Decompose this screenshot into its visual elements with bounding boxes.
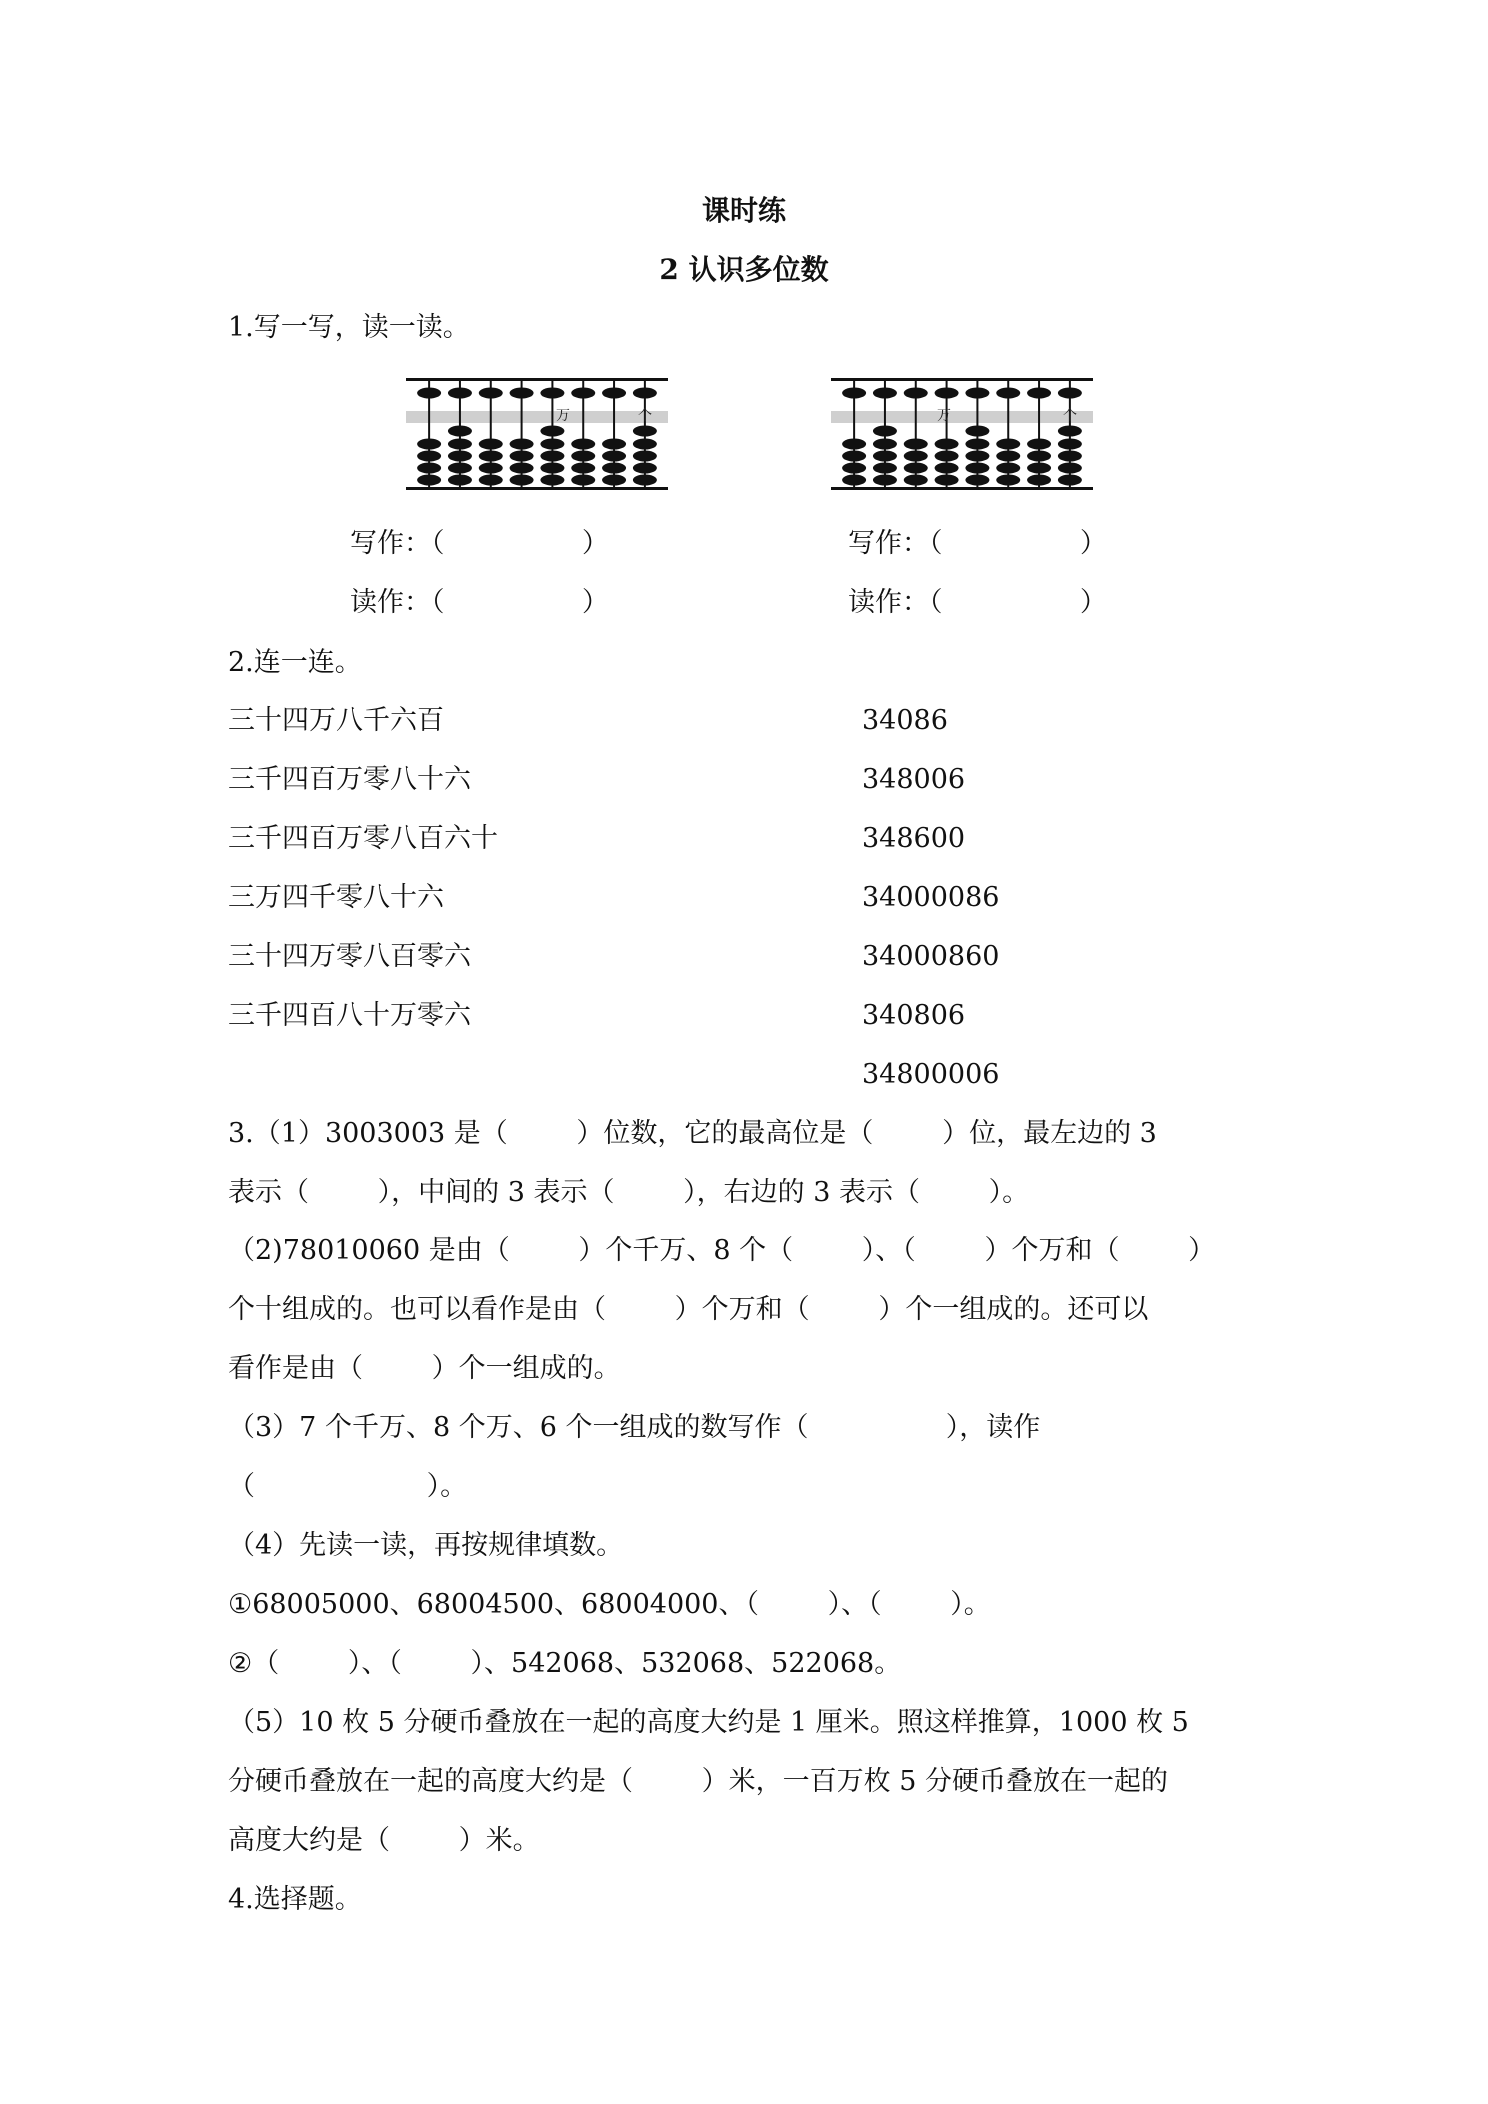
q2-right-item[interactable]: 34800006 xyxy=(862,1059,1000,1090)
abacus-bead xyxy=(873,426,897,437)
abacus-bead xyxy=(540,463,564,474)
q3-line: 个十组成的。也可以看作是由（ ）个万和（ ）个一组成的。还可以 xyxy=(228,1294,1149,1325)
abacus-bead xyxy=(1058,475,1082,486)
abacus-bead xyxy=(996,439,1020,450)
q1-read-right: 读作：（ ） xyxy=(848,587,1107,618)
abacus-bead xyxy=(873,388,897,399)
abacus-left-image xyxy=(406,375,668,495)
q3-line: 3.（1）3003003 是（ ）位数，它的最高位是（ ）位，最左边的 3 xyxy=(228,1118,1157,1149)
abacus-beam xyxy=(831,411,1093,423)
q1-write-left: 写作：（ ） xyxy=(350,528,609,559)
q3-line: （2)78010060 是由（ ）个千万、8 个（ ）、（ ）个万和（ ） xyxy=(228,1235,1216,1266)
abacus-top-rail xyxy=(406,378,668,381)
abacus-bead xyxy=(904,475,928,486)
abacus-bead xyxy=(873,451,897,462)
q2-left-item[interactable]: 三千四百万零八十六 xyxy=(228,764,471,795)
abacus-bead xyxy=(873,439,897,450)
abacus-bead xyxy=(417,388,441,399)
abacus-bead xyxy=(996,451,1020,462)
abacus-bead xyxy=(448,439,472,450)
abacus-bead xyxy=(873,475,897,486)
abacus-bead xyxy=(540,439,564,450)
abacus-bead xyxy=(633,475,657,486)
abacus-bead xyxy=(935,451,959,462)
q2-right-item[interactable]: 348600 xyxy=(862,823,966,854)
abacus-bead xyxy=(479,388,503,399)
q1-read-left: 读作：（ ） xyxy=(350,587,609,618)
abacus-bead xyxy=(417,463,441,474)
abacus-bead xyxy=(448,451,472,462)
abacus-bead xyxy=(510,451,534,462)
q2-right-item[interactable]: 34086 xyxy=(862,705,948,736)
abacus-bead xyxy=(571,439,595,450)
abacus-bead xyxy=(842,439,866,450)
abacus-right-ge-label: 个 xyxy=(1063,408,1077,424)
q3-line: 表示（ ），中间的 3 表示（ ），右边的 3 表示（ ）。 xyxy=(228,1177,1030,1208)
abacus-bead xyxy=(935,475,959,486)
abacus-bead xyxy=(417,451,441,462)
abacus-bead xyxy=(602,463,626,474)
q3-line: ②（ ）、（ ）、542068、532068、522068。 xyxy=(228,1648,902,1679)
abacus-bead xyxy=(965,475,989,486)
abacus-bead xyxy=(1058,463,1082,474)
abacus-bead xyxy=(633,439,657,450)
abacus-bead xyxy=(996,463,1020,474)
abacus-bead xyxy=(571,451,595,462)
abacus-bead xyxy=(935,463,959,474)
abacus-bead xyxy=(1027,463,1051,474)
abacus-bead xyxy=(417,475,441,486)
abacus-bead xyxy=(602,475,626,486)
abacus-bead xyxy=(965,463,989,474)
abacus-bead xyxy=(633,388,657,399)
abacus-bead xyxy=(904,388,928,399)
abacus-bead xyxy=(510,388,534,399)
abacus-bead xyxy=(965,426,989,437)
abacus-bead xyxy=(479,475,503,486)
abacus-bead xyxy=(448,388,472,399)
q3-line: （4）先读一读，再按规律填数。 xyxy=(228,1530,624,1561)
q3-line: 看作是由（ ）个一组成的。 xyxy=(228,1353,621,1384)
q2-right-item[interactable]: 34000860 xyxy=(862,941,1000,972)
q2-right-item[interactable]: 34000086 xyxy=(862,882,1000,913)
abacus-bead xyxy=(1058,388,1082,399)
abacus-bead xyxy=(479,451,503,462)
abacus-bead xyxy=(965,451,989,462)
abacus-bead xyxy=(965,439,989,450)
abacus-bead xyxy=(996,475,1020,486)
abacus-bead xyxy=(571,463,595,474)
abacus-bead xyxy=(904,463,928,474)
abacus-bead xyxy=(479,439,503,450)
abacus-bead xyxy=(633,426,657,437)
abacus-bead xyxy=(904,451,928,462)
abacus-bead xyxy=(996,388,1020,399)
abacus-bead xyxy=(510,439,534,450)
abacus-right-image xyxy=(831,375,1093,495)
q3-line: （5）10 枚 5 分硬币叠放在一起的高度大约是 1 厘米。照这样推算，1000 枚 5 xyxy=(228,1707,1189,1738)
abacus-bead xyxy=(602,439,626,450)
abacus-bottom-rail xyxy=(406,487,668,490)
abacus-bead xyxy=(633,463,657,474)
abacus-bead xyxy=(479,463,503,474)
abacus-bead xyxy=(417,439,441,450)
q1-write-right: 写作：（ ） xyxy=(848,528,1107,559)
abacus-bead xyxy=(448,475,472,486)
abacus-bead xyxy=(842,475,866,486)
abacus-bead xyxy=(1027,451,1051,462)
abacus-bead xyxy=(540,426,564,437)
q2-left-item[interactable]: 三万四千零八十六 xyxy=(228,882,444,913)
abacus-bead xyxy=(510,475,534,486)
abacus-bead xyxy=(571,475,595,486)
abacus-left-ge-label: 个 xyxy=(638,408,652,424)
abacus-bead xyxy=(1058,451,1082,462)
q2-left-item[interactable]: 三十四万零八百零六 xyxy=(228,941,471,972)
q2-right-item[interactable]: 348006 xyxy=(862,764,966,795)
abacus-bead xyxy=(602,451,626,462)
abacus-beam xyxy=(406,411,668,423)
abacus-bead xyxy=(842,388,866,399)
abacus-bead xyxy=(842,463,866,474)
q2-left-item[interactable]: 三十四万八千六百 xyxy=(228,705,444,736)
q3-line: 分硬币叠放在一起的高度大约是（ ）米，一百万枚 5 分硬币叠放在一起的 xyxy=(228,1766,1169,1797)
abacus-bead xyxy=(1058,439,1082,450)
abacus-bead xyxy=(448,426,472,437)
abacus-bead xyxy=(965,388,989,399)
q1-prompt: 1.写一写，读一读。 xyxy=(228,312,470,343)
abacus-bead xyxy=(448,463,472,474)
abacus-bead xyxy=(602,388,626,399)
page-title: 课时练 xyxy=(701,194,786,227)
q2-prompt: 2.连一连。 xyxy=(228,647,362,678)
abacus-right-wan-label: 万 xyxy=(937,408,951,424)
q2-left-item[interactable]: 三千四百八十万零六 xyxy=(228,1000,471,1031)
abacus-bead xyxy=(935,388,959,399)
q2-left-item[interactable]: 三千四百万零八百六十 xyxy=(228,823,498,854)
abacus-bead xyxy=(633,451,657,462)
q4-prompt: 4.选择题。 xyxy=(228,1884,362,1915)
q2-right-item[interactable]: 340806 xyxy=(862,1000,966,1031)
abacus-bead xyxy=(510,463,534,474)
abacus-bead xyxy=(904,439,928,450)
abacus-bead xyxy=(1027,475,1051,486)
abacus-bead xyxy=(1027,439,1051,450)
q3-line: 高度大约是（ ）米。 xyxy=(228,1825,540,1856)
abacus-bead xyxy=(540,451,564,462)
abacus-bead xyxy=(1027,388,1051,399)
abacus-bead xyxy=(935,439,959,450)
abacus-bead xyxy=(540,475,564,486)
abacus-bead xyxy=(842,451,866,462)
abacus-top-rail xyxy=(831,378,1093,381)
abacus-bead xyxy=(1058,426,1082,437)
q3-line: （ ）。 xyxy=(228,1471,468,1502)
abacus-left-wan-label: 万 xyxy=(556,408,570,424)
abacus-bead xyxy=(873,463,897,474)
q3-line: （3）7 个千万、8 个万、6 个一组成的数写作（ ），读作 xyxy=(228,1412,1041,1443)
abacus-bead xyxy=(571,388,595,399)
q3-line: ①68005000、68004500、68004000、（ ）、（ ）。 xyxy=(228,1589,991,1620)
abacus-bead xyxy=(540,388,564,399)
abacus-bottom-rail xyxy=(831,487,1093,490)
page-subtitle: 2 认识多位数 xyxy=(659,253,829,286)
